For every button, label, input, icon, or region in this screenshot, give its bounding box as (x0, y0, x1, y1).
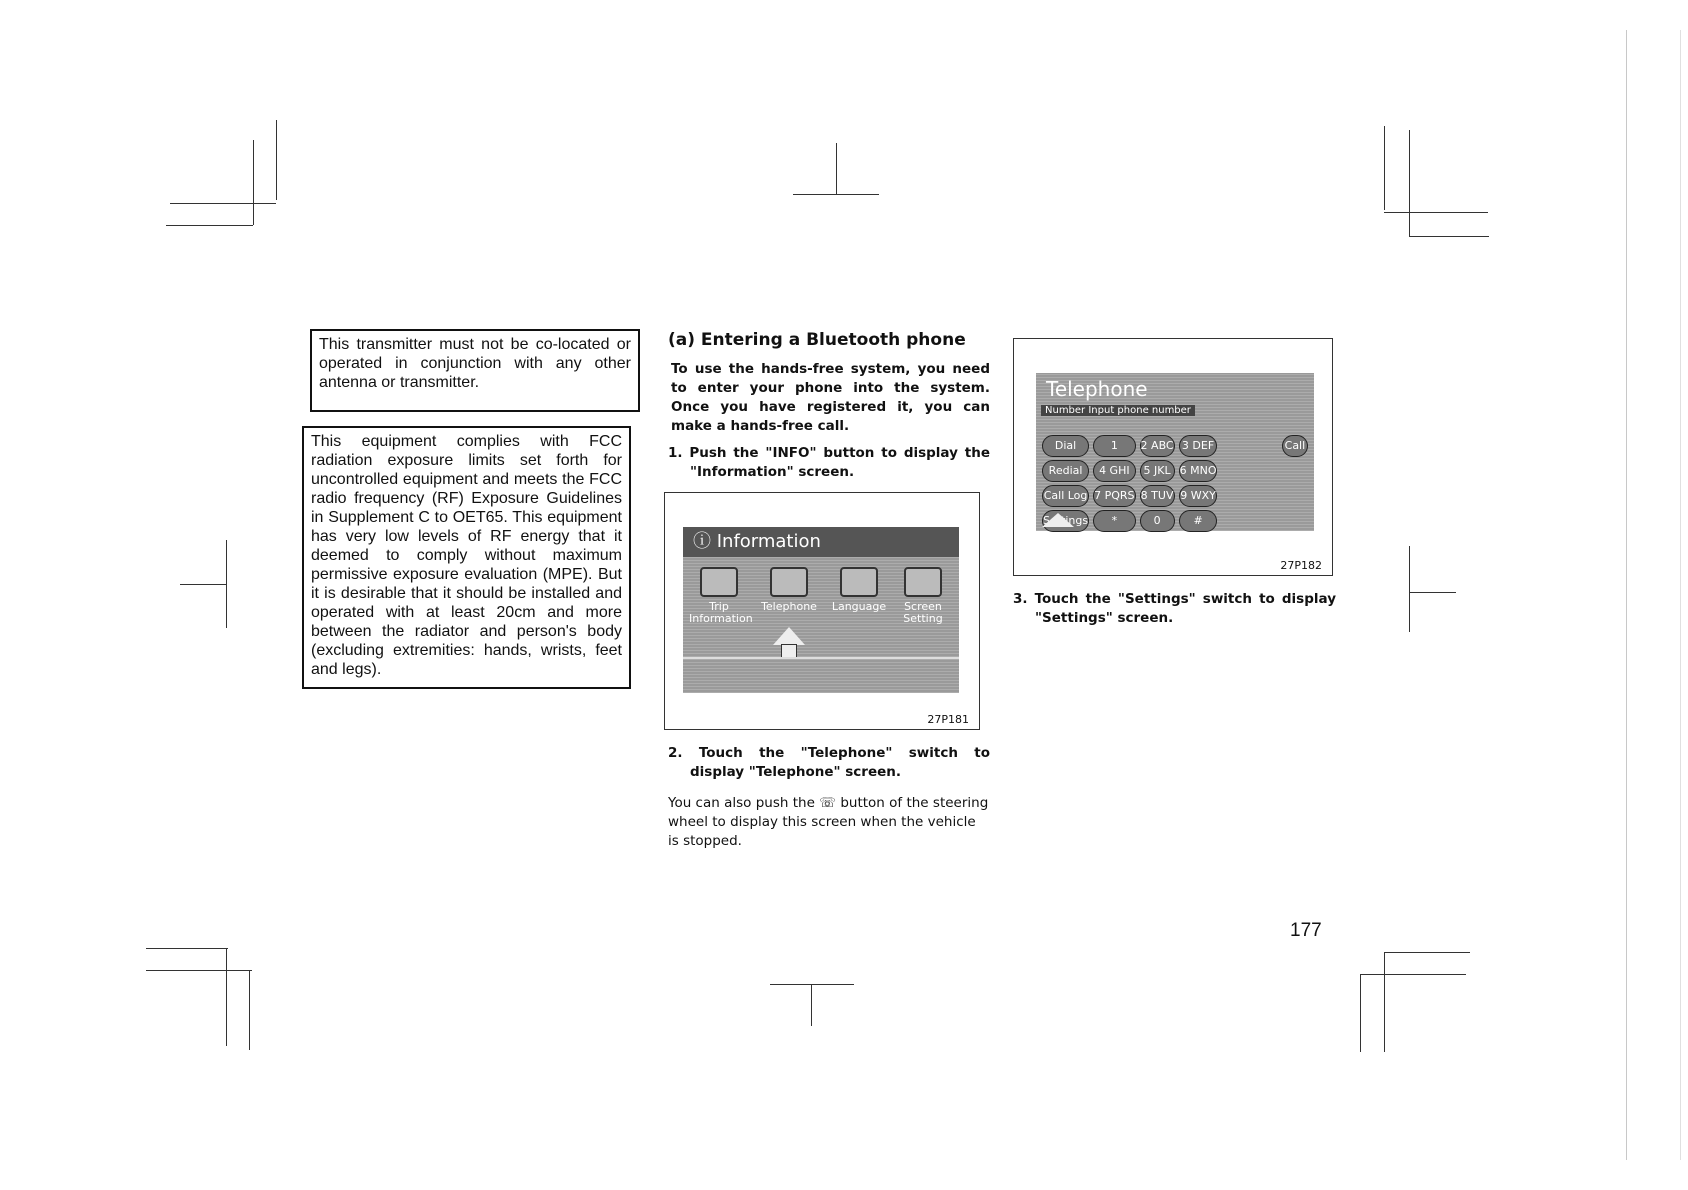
keypad-key: Call Log (1042, 485, 1089, 507)
telephone-button: Telephone (759, 567, 819, 613)
step-1: 1. Push the "INFO" button to display the "Information" screen. (668, 445, 990, 480)
keypad-key: Call (1282, 435, 1308, 457)
figure-code: 27P181 (927, 713, 969, 726)
keypad-key: 4 GHI (1093, 460, 1135, 482)
phone-icon (770, 567, 808, 597)
keypad-key: 5 JKL (1140, 460, 1175, 482)
keypad-key: * (1093, 510, 1135, 532)
step-2-note: You can also push the ☏ button of the steering wheel to display this screen when the vehicle is stopped. (668, 795, 989, 849)
keypad-key: 9 WXY (1179, 485, 1218, 507)
keypad-key: 2 ABC (1140, 435, 1175, 457)
pointer-arrow-icon (1042, 513, 1074, 527)
keypad-key: 1 (1093, 435, 1135, 457)
screen-icon (904, 567, 942, 597)
section-column (668, 330, 990, 851)
keypad-key: Redial (1042, 460, 1089, 482)
keypad-key: 0 (1140, 510, 1175, 532)
telephone-keypad (1042, 435, 1308, 532)
keypad-key: 6 MNO (1179, 460, 1218, 482)
notice-text: This transmitter must not be co-located or operated in conjunction with any other antenna or transmitter. (319, 336, 631, 391)
notice-box-colocation (310, 329, 640, 412)
step-2: 2. Touch the "Telephone" switch to display "Telephone" screen. (668, 745, 990, 780)
information-screen-figure (664, 492, 980, 730)
figure-code: 27P182 (1280, 559, 1322, 572)
language-button: Language (829, 567, 889, 613)
section-intro: To use the hands-free system, you need to enter your phone into the system. Once you have registered it, you can make a hands-free call. (671, 361, 990, 434)
section-heading: (a) Entering a Bluetooth phone (668, 330, 966, 350)
keypad-key: 3 DEF (1179, 435, 1218, 457)
step-3: 3. Touch the "Settings" switch to display "Settings" screen. (1013, 591, 1336, 626)
keypad-key: Dial (1042, 435, 1089, 457)
information-title-bar: ⓘ Information (683, 527, 959, 557)
figure-column (1013, 338, 1336, 628)
settings-key: Settings (1042, 510, 1089, 532)
telephone-screen-figure (1013, 338, 1333, 576)
keypad-key: # (1179, 510, 1218, 532)
page-number: 177 (1290, 920, 1322, 941)
keypad-key: 8 TUV (1140, 485, 1175, 507)
telephone-title: Telephone (1046, 377, 1148, 401)
keypad-key: 7 PQRS (1093, 485, 1135, 507)
telephone-subtitle: Number Input phone number (1041, 405, 1195, 416)
pointer-arrow-stem (781, 644, 797, 658)
notice-box-fcc (302, 426, 631, 689)
screen-setting-button: Screen Setting (893, 567, 953, 625)
notice-text: This equipment complies with FCC radiation exposure limits set forth for uncontrolled equipment and meets the FCC radio frequency (RF) Exposure Guidelines in Supplement C to OET65. This equipment has very low levels of RF energy that it deemed to comply without maximum permissive exposure evaluation (MPE). But it is desirable that it should be installed and operated with at least 20cm and more between the radiator and person's body (excluding extremities: hands, wrists, feet and legs). (311, 433, 622, 678)
book-icon (840, 567, 878, 597)
telephone-screen (1036, 373, 1314, 531)
information-screen (683, 527, 959, 693)
trip-icon (700, 567, 738, 597)
pointer-arrow-icon (773, 627, 805, 645)
trip-information-button: Trip Information (689, 567, 749, 625)
